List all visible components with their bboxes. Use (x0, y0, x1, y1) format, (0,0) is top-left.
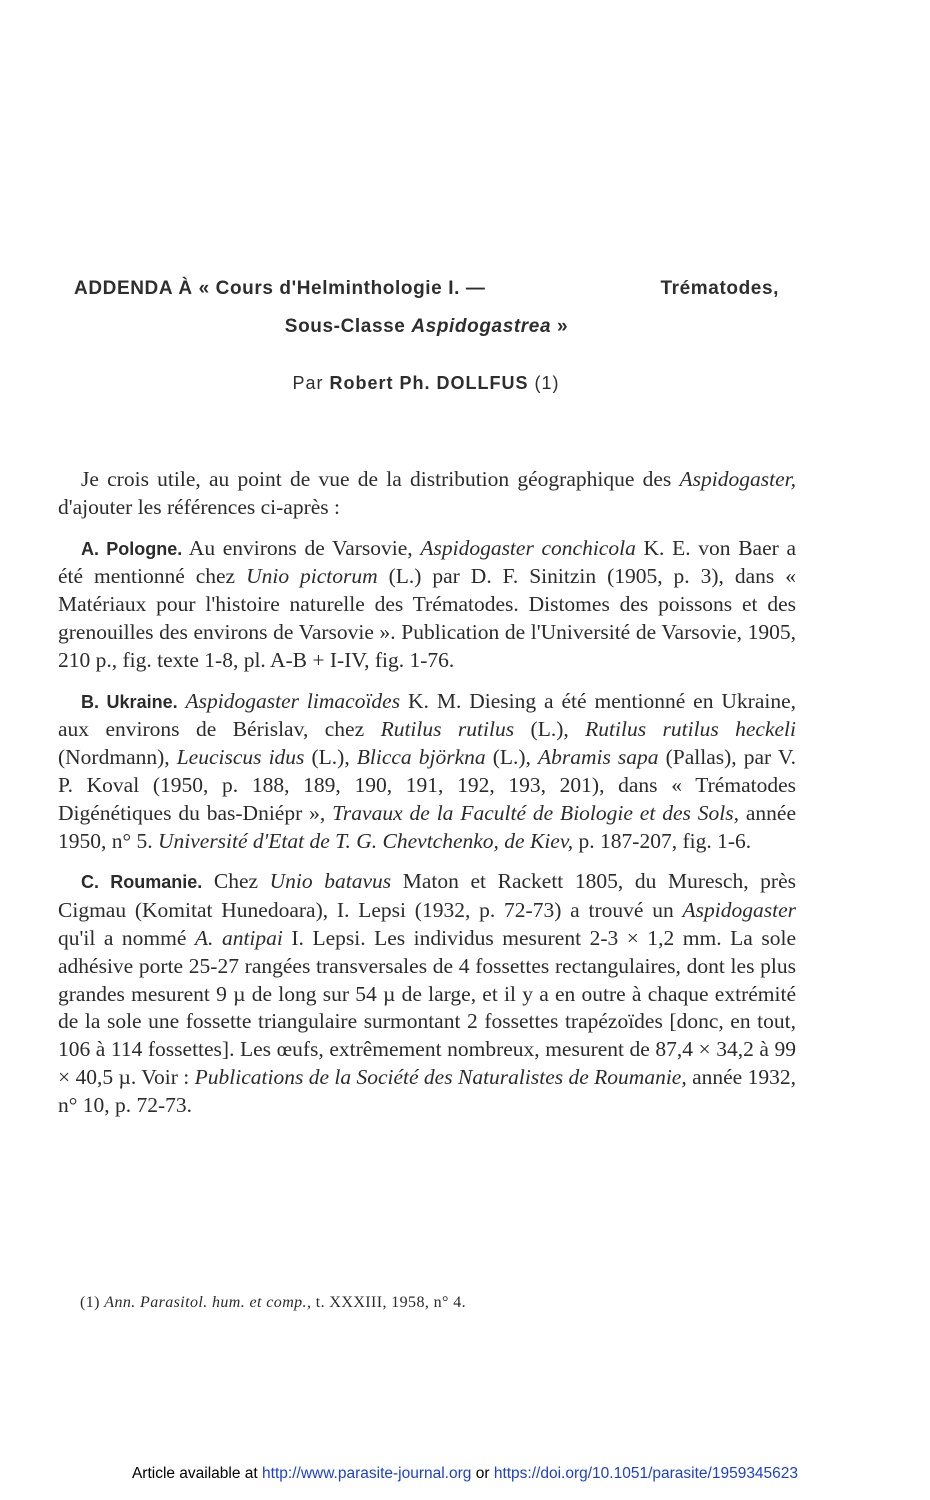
title-subclass-name: Aspidogastrea (411, 316, 552, 337)
section-b-text-6: (Pallas), par V. P. Koval (1950, p. 188, 189, 190, 191, 192, 193, 201), dans « Trématodes Digénétiques du bas-Dniépr », (58, 745, 796, 825)
section-b-italic-5: Blicca björkna (356, 745, 486, 770)
journal-link[interactable]: http://www.parasite-journal.org (262, 1465, 472, 1482)
section-b-text-1: K. M. Diesing a été mentionné en Ukraine, aux environs de Bérislav, chez (58, 688, 797, 742)
author-prefix: Par (292, 373, 324, 393)
section-a-heading: A. Pologne. (81, 538, 183, 559)
section-b-italic-2: Rutilus rutilus (380, 717, 515, 742)
doi-link[interactable]: https://doi.org/10.1051/parasite/1959345623 (493, 1465, 799, 1482)
footnote-journal: Ann. Parasitol. hum. et comp., (104, 1294, 312, 1311)
section-c-italic-3: A. antipai (194, 925, 283, 950)
article-title (74, 270, 779, 346)
section-a-italic-1: Aspidogaster conchicola (420, 535, 636, 560)
section-b-italic-1: Aspidogaster limacoïdes (185, 688, 401, 713)
availability-footer (0, 1465, 930, 1483)
section-b-text-4: (L.), (304, 745, 357, 770)
section-a-text-3: (L.) par D. F. Sinitzin (1905, p. 3), dans « Matériaux pour l'histoire naturelle des Trématodes. Distomes des poissons et des grenouilles des environs de Varsovie ». Publication de l'Université de Varsovie, 1905, 210 p., fig. texte 1-8, pl. A-B + I-IV, fig. 1-76. (58, 564, 796, 672)
section-b-text-8: p. 187-207, fig. 1-6. (573, 828, 752, 853)
footnote-reference: t. XXXIII, 1958, n° 4. (315, 1294, 467, 1311)
intro-text-2: d'ajouter les références ci-après : (58, 494, 341, 519)
section-a-text-1: Au environs de Varsovie, (182, 535, 421, 560)
section-b-italic-8: Université d'Etat de T. G. Chevtchenko, de Kiev, (157, 828, 574, 853)
section-b-italic-3: Rutilus rutilus heckeli (585, 717, 796, 742)
section-c-text-2: Maton et Rackett 1805, du Muresch, près Cigmau (Komitat Hunedoara), I. Lepsi (1932, p. 72-73) a trouvé un (58, 869, 796, 923)
intro-paragraph (58, 466, 796, 522)
section-c-italic-4: Publications de la Société des Naturalistes de Roumanie, (194, 1064, 687, 1089)
section-b-text-7: année 1950, n° 5. (58, 800, 796, 853)
section-b-italic-7: Travaux de la Faculté de Biologie et des Sols, (332, 800, 739, 825)
title-line-1 (74, 270, 779, 308)
section-c-text-4: I. Lepsi. Les individus mesurent 2-3 × 1,2 mm. La sole adhésive porte 25-27 rangées transversales de 4 fossettes rectangulaires, dont les plus grandes mesurent 9 µ de long sur 54 µ de large, et il y a en outre à chaque extrémité de la sole une fossette triangulaire surmontant 2 fossettes trapézoïdes [donc, en tout, 106 à 114 fossettes]. Les œufs, extrêmement nombreux, mesurent de 87,4 × 34,2 à 99 × 40,5 µ. Voir : (58, 925, 796, 1089)
footnote (80, 1294, 466, 1312)
section-b-text-3: (Nordmann), (58, 745, 177, 770)
title-line-2 (74, 308, 779, 346)
author-footnote-ref: (1) (534, 373, 560, 393)
section-b-text-5: (L.), (485, 745, 538, 770)
section-c-text-1: Chez (202, 869, 270, 894)
section-c-italic-2: Aspidogaster (682, 898, 796, 923)
section-b-paragraph (58, 688, 796, 856)
section-c-heading: C. Roumanie. (81, 872, 203, 893)
section-b-italic-4: Leuciscus idus (176, 745, 305, 770)
title-part-main: ADDENDA À « Cours d'Helminthologie I. — (74, 278, 486, 299)
footer-prefix: Article available at (131, 1465, 258, 1482)
section-a-paragraph (58, 535, 796, 675)
title-subclass-label: Sous-Classe (284, 316, 406, 337)
section-b-text-0 (178, 689, 186, 713)
footer-or: or (475, 1465, 490, 1482)
section-c-text-5: année 1932, n° 10, p. 72-73. (58, 1064, 796, 1117)
section-a-italic-2: Unio pictorum (246, 564, 378, 589)
section-a-text-2: K. E. von Baer a été mentionné chez (58, 535, 796, 589)
title-closing-quote: » (557, 316, 569, 337)
footnote-number: (1) (80, 1294, 100, 1311)
section-c-text-3: qu'il a nommé (58, 925, 195, 950)
section-b-italic-6: Abramis sapa (537, 745, 659, 770)
intro-text-1: Je crois utile, au point de vue de la distribution géographique des (81, 467, 680, 491)
section-c-paragraph (58, 868, 796, 1119)
section-b-text-2: (L.), (514, 717, 586, 742)
author-name: Robert Ph. DOLLFUS (329, 373, 529, 393)
article-body (58, 466, 796, 1133)
author-line (0, 373, 852, 394)
intro-italic-1: Aspidogaster, (679, 467, 796, 491)
section-b-heading: B. Ukraine. (81, 691, 178, 712)
title-part-end: Trématodes, (660, 278, 779, 299)
section-c-italic-1: Unio batavus (269, 869, 392, 894)
